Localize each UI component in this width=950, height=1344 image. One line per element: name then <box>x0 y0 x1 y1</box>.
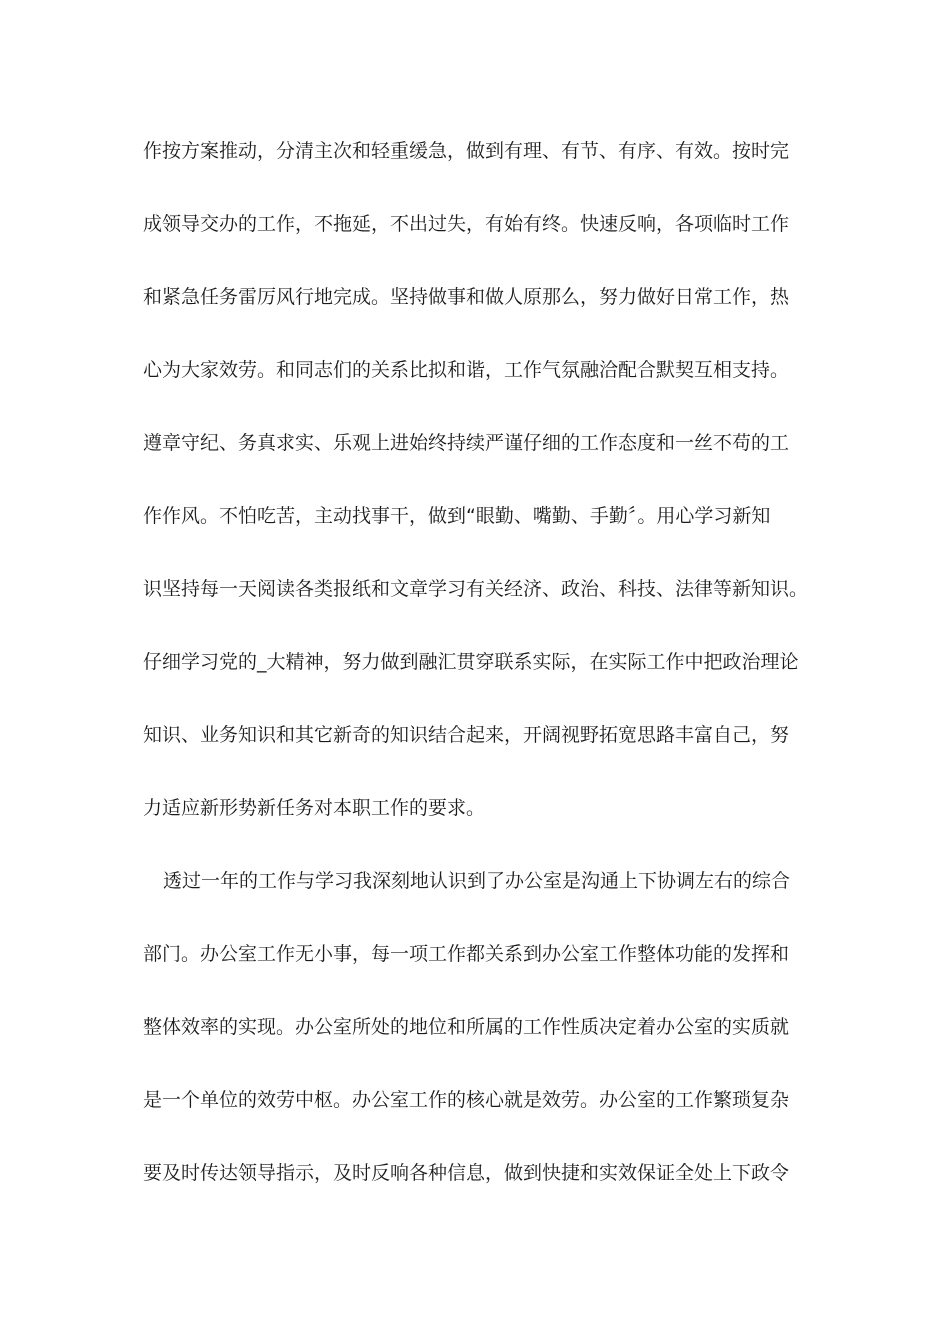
paragraph-start-line: 透过一年的工作与学习我深刻地认识到了办公室是沟通上下协调左右的综合 <box>163 870 791 892</box>
text-line: 作按方案推动，分清主次和轻重缓急，做到有理、有节、有序、有效。按时完 <box>143 140 790 162</box>
text-line: 整体效率的实现。办公室所处的地位和所属的工作性质决定着办公室的实质就 <box>143 1016 790 1038</box>
text-line: 心为大家效劳。和同志们的关系比拟和谐，工作气氛融洽配合默契互相支持。 <box>143 359 790 381</box>
text-line: 成领导交办的工作，不拖延，不出过失，有始有终。快速反响，各项临时工作 <box>143 213 790 235</box>
text-line: 和紧急任务雷厉风行地完成。坚持做事和做人原那么，努力做好日常工作，热 <box>143 286 790 308</box>
text-line: 知识、业务知识和其它新奇的知识结合起来，开阔视野拓宽思路丰富自己，努 <box>143 724 790 746</box>
text-line: 遵章守纪、务真求实、乐观上进始终持续严谨仔细的工作态度和一丝不苟的工 <box>143 432 790 454</box>
text-line: 力适应新形势新任务对本职工作的要求。 <box>143 797 486 819</box>
text-line: 部门。办公室工作无小事，每一项工作都关系到办公室工作整体功能的发挥和 <box>143 943 790 965</box>
text-line: 仔细学习党的_大精神，努力做到融汇贯穿联系实际，在实际工作中把政治理论 <box>143 651 799 673</box>
text-line: 要及时传达领导指示，及时反响各种信息，做到快捷和实效保证全处上下政令 <box>143 1162 790 1184</box>
text-line: 是一个单位的效劳中枢。办公室工作的核心就是效劳。办公室的工作繁琐复杂 <box>143 1089 790 1111</box>
text-line: 识坚持每一天阅读各类报纸和文章学习有关经济、政治、科技、法律等新知识。 <box>143 578 809 600</box>
text-line: 作作风。不怕吃苦，主动找事干，做到“眼勤、嘴勤、手勤〞。用心学习新知 <box>143 505 771 527</box>
document-body <box>143 126 813 1221</box>
